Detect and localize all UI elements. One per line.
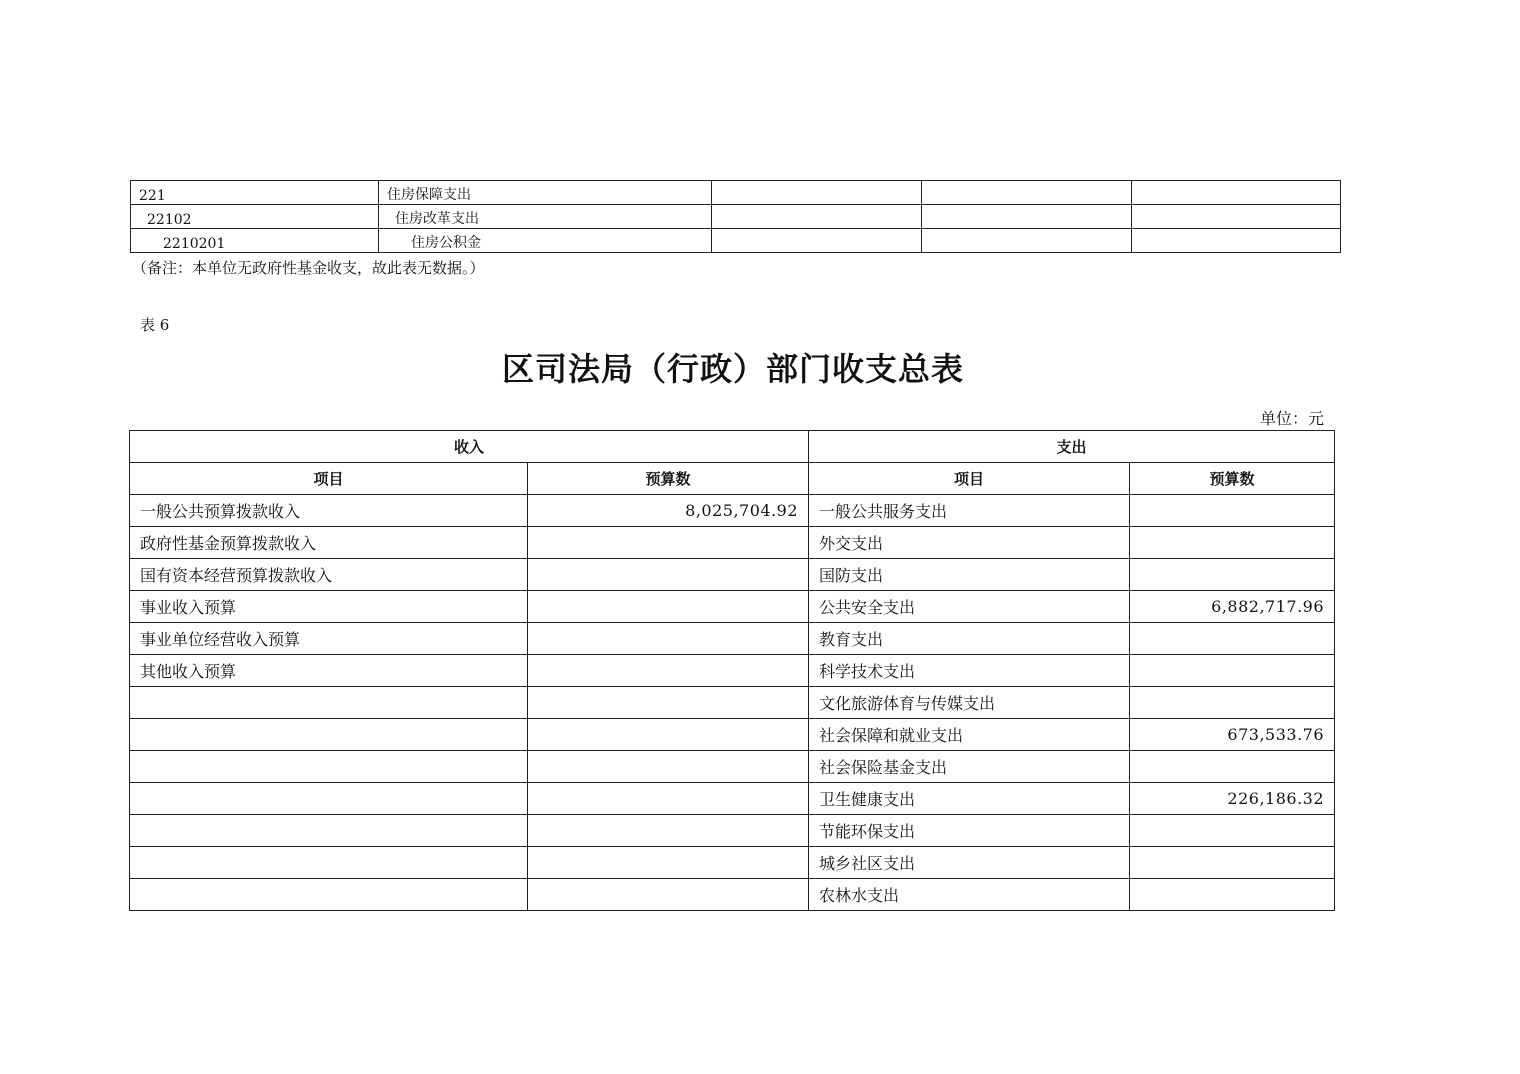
expense-item: 社会保险基金支出: [809, 751, 1130, 783]
table-row: [130, 815, 1335, 847]
empty-cell: [922, 229, 1132, 253]
subject-name: 住房改革支出: [379, 205, 712, 229]
table-row: [130, 623, 1335, 655]
income-amount: [528, 847, 809, 879]
table-row: [131, 181, 1341, 205]
expense-amount: [1130, 559, 1335, 591]
table-row: [131, 229, 1341, 253]
expense-amount: [1130, 623, 1335, 655]
table-note: （备注：本单位无政府性基金收支，故此表无数据。）: [132, 259, 485, 277]
income-item: [130, 847, 528, 879]
empty-cell: [1132, 181, 1341, 205]
expense-amount: [1130, 815, 1335, 847]
expense-amount: [1130, 687, 1335, 719]
subheader-row: [130, 463, 1335, 495]
income-item: [130, 687, 528, 719]
table-row: [130, 559, 1335, 591]
income-amount: [528, 591, 809, 623]
fund-expenditure-table-continuation: [130, 180, 1341, 253]
income-amount: 8,025,704.92: [528, 495, 809, 527]
table-row: [130, 527, 1335, 559]
income-item: [130, 815, 528, 847]
income-item: 事业收入预算: [130, 591, 528, 623]
subject-code: 221: [131, 181, 379, 205]
table-row: [130, 879, 1335, 911]
expense-amount: 673,533.76: [1130, 719, 1335, 751]
income-item: 事业单位经营收入预算: [130, 623, 528, 655]
empty-cell: [922, 181, 1132, 205]
income-amount: [528, 751, 809, 783]
income-item: [130, 751, 528, 783]
expense-item: 一般公共服务支出: [809, 495, 1130, 527]
income-item: [130, 783, 528, 815]
income-amount: [528, 655, 809, 687]
income-amount: [528, 783, 809, 815]
expense-amount: 226,186.32: [1130, 783, 1335, 815]
empty-cell: [922, 205, 1132, 229]
table-row: [130, 687, 1335, 719]
expense-header: 支出: [809, 431, 1335, 463]
expense-amount: [1130, 847, 1335, 879]
income-item: 政府性基金预算拨款收入: [130, 527, 528, 559]
expense-item: 文化旅游体育与传媒支出: [809, 687, 1130, 719]
expense-item-header: 项目: [809, 463, 1130, 495]
table-number: 表 6: [140, 316, 170, 334]
expense-item: 外交支出: [809, 527, 1130, 559]
table-row: [130, 591, 1335, 623]
empty-cell: [712, 229, 922, 253]
income-amount: [528, 623, 809, 655]
income-expenditure-summary-table: [129, 430, 1335, 911]
expense-item: 公共安全支出: [809, 591, 1130, 623]
subject-name: 住房公积金: [379, 229, 712, 253]
table-row: [130, 719, 1335, 751]
income-budget-header: 预算数: [528, 463, 809, 495]
income-header: 收入: [130, 431, 809, 463]
table-row: [131, 205, 1341, 229]
expense-amount: [1130, 495, 1335, 527]
expense-amount: [1130, 527, 1335, 559]
income-item: [130, 719, 528, 751]
empty-cell: [712, 181, 922, 205]
expense-amount: 6,882,717.96: [1130, 591, 1335, 623]
table-row: [130, 783, 1335, 815]
income-item: [130, 879, 528, 911]
expense-amount: [1130, 751, 1335, 783]
table-row: [130, 751, 1335, 783]
table-row: [130, 847, 1335, 879]
income-amount: [528, 719, 809, 751]
income-amount: [528, 815, 809, 847]
expense-item: 教育支出: [809, 623, 1130, 655]
income-amount: [528, 687, 809, 719]
expense-item: 节能环保支出: [809, 815, 1130, 847]
expense-amount: [1130, 655, 1335, 687]
table-row: [130, 495, 1335, 527]
expense-item: 科学技术支出: [809, 655, 1130, 687]
income-item: 一般公共预算拨款收入: [130, 495, 528, 527]
income-item: 其他收入预算: [130, 655, 528, 687]
unit-label: 单位：元: [1259, 409, 1324, 428]
expense-item: 农林水支出: [809, 879, 1130, 911]
subject-code: 22102: [131, 205, 379, 229]
expense-budget-header: 预算数: [1130, 463, 1335, 495]
empty-cell: [1132, 205, 1341, 229]
expense-item: 卫生健康支出: [809, 783, 1130, 815]
income-amount: [528, 559, 809, 591]
subject-code: 2210201: [131, 229, 379, 253]
header-row: [130, 431, 1335, 463]
income-item-header: 项目: [130, 463, 528, 495]
table-row: [130, 655, 1335, 687]
empty-cell: [1132, 229, 1341, 253]
expense-item: 社会保障和就业支出: [809, 719, 1130, 751]
subject-name: 住房保障支出: [379, 181, 712, 205]
expense-amount: [1130, 879, 1335, 911]
empty-cell: [712, 205, 922, 229]
page-title: 区司法局（行政）部门收支总表: [501, 350, 964, 388]
income-amount: [528, 527, 809, 559]
expense-item: 城乡社区支出: [809, 847, 1130, 879]
income-amount: [528, 879, 809, 911]
expense-item: 国防支出: [809, 559, 1130, 591]
income-item: 国有资本经营预算拨款收入: [130, 559, 528, 591]
